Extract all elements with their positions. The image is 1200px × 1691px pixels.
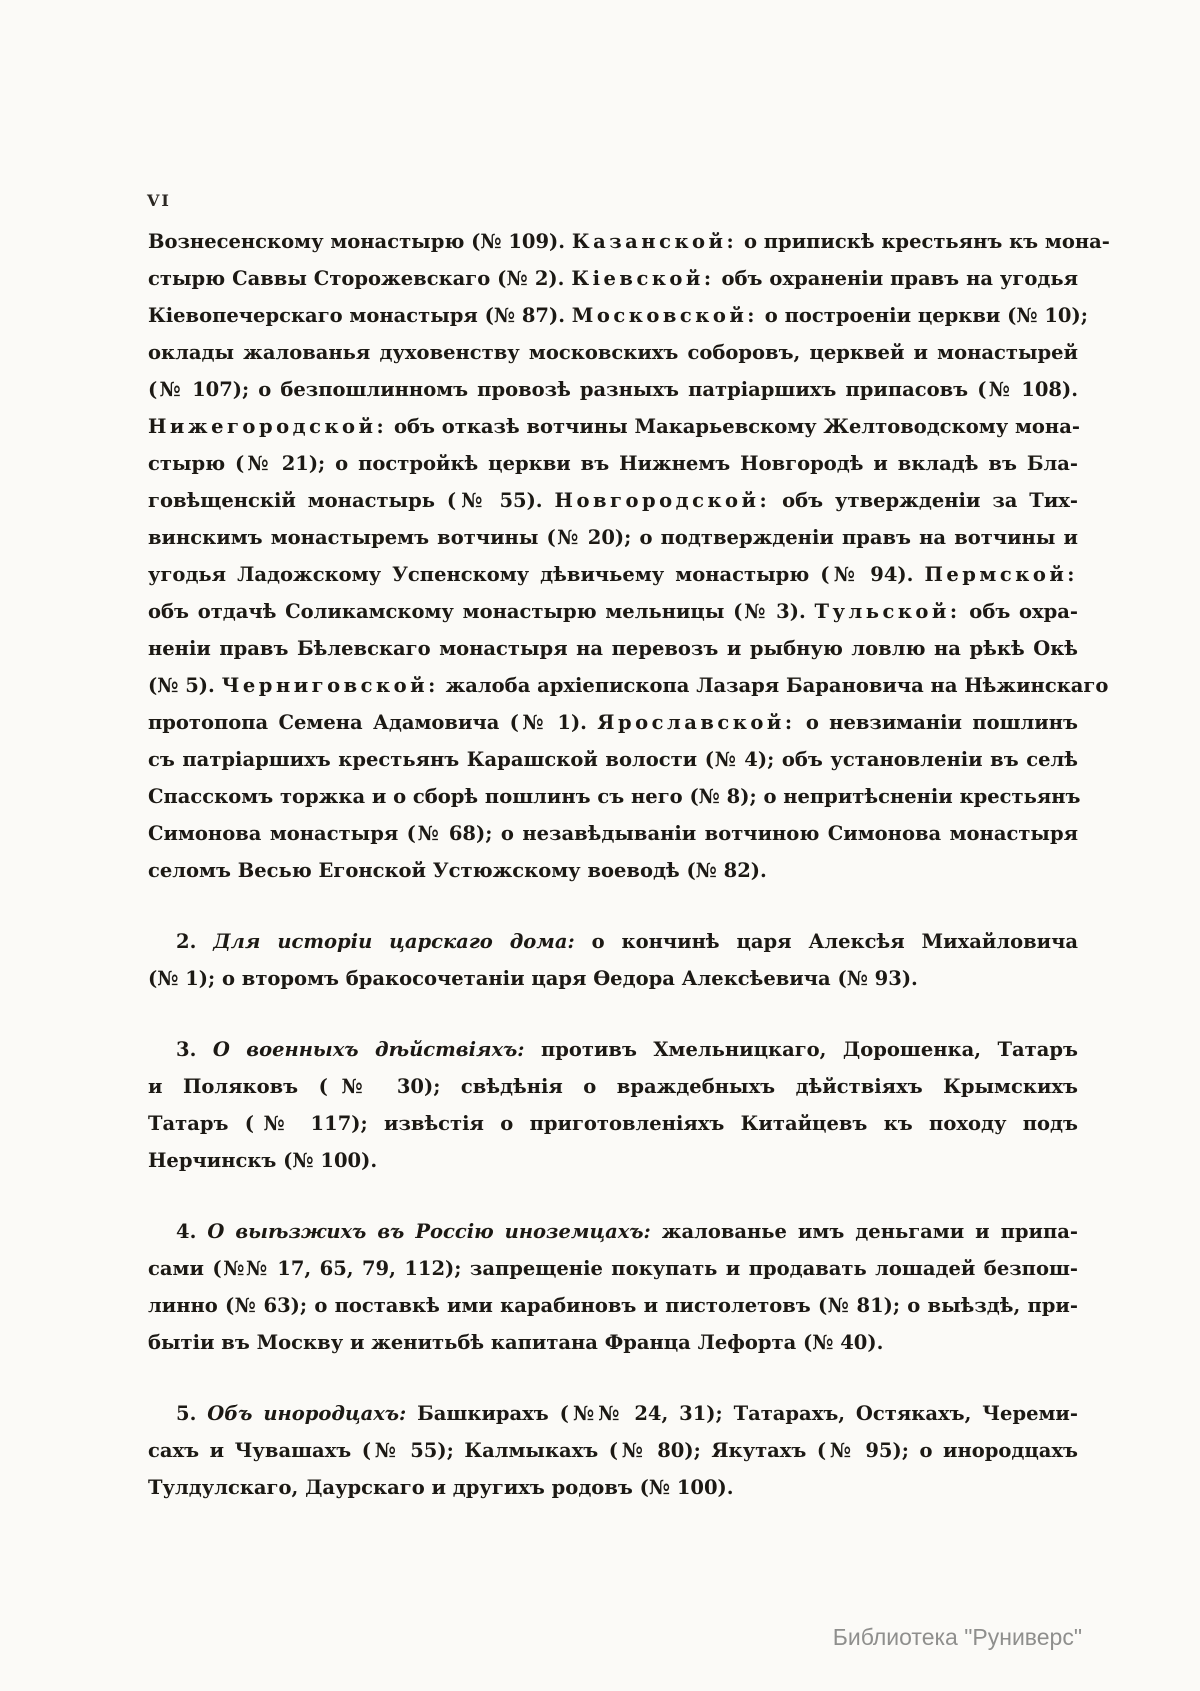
text-line: оклады жалованья духовенству московскихъ соборовъ, церквей и монастырей [148, 341, 1078, 364]
text-line: Спасскомъ торжка и о сборѣ пошлинъ съ него (№ 8); о непритѣсненіи крестьянъ [148, 785, 1081, 808]
text-line: 3. О военныхъ дѣйствіяхъ: противъ Хмельницкаго, Дорошенка, Татаръ [176, 1038, 1078, 1061]
text-line: линно (№ 63); о поставкѣ ими карабиновъ и пистолетовъ (№ 81); о выѣздѣ, при- [148, 1294, 1078, 1317]
paragraph-number: 3. [176, 1038, 197, 1061]
paragraph [148, 1031, 1078, 1179]
letterspaced-text: Черниговской: [221, 674, 439, 697]
text-line: (№ 107); о безпошлинномъ провозѣ разныхъ патріаршихъ припасовъ (№ 108). [148, 378, 1078, 401]
text-line: Нерчинскъ (№ 100). [148, 1149, 378, 1172]
text-line: 5. Объ инородцахъ: Башкирахъ (№№ 24, 31); Татарахъ, Остякахъ, Череми- [176, 1402, 1078, 1425]
paragraph-number: 2. [176, 930, 197, 953]
italic-heading: Объ инородцахъ: [207, 1402, 407, 1425]
text-line: селомъ Весью Егонской Устюжскому воеводѣ (№ 82). [148, 859, 767, 882]
text-line: объ отдачѣ Соликамскому монастырю мельницы (№ 3). Тульской: объ охра- [148, 600, 1079, 623]
text-line: сахъ и Чувашахъ (№ 55); Калмыкахъ (№ 80); Якутахъ (№ 95); о инородцахъ [148, 1439, 1078, 1462]
letterspaced-text: Нижегородской: [148, 415, 388, 438]
text-line: сами (№№ 17, 65, 79, 112); запрещеніе покупать и продавать лошадей безпош- [148, 1257, 1078, 1280]
text-line: стырю (№ 21); о постройкѣ церкви въ Нижнемъ Новгородѣ и вкладѣ въ Бла- [148, 452, 1078, 475]
text-line: съ патріаршихъ крестьянъ Карашской волости (№ 4); объ установленіи въ селѣ [148, 748, 1078, 771]
paragraph [148, 923, 1078, 997]
letterspaced-text: Ярославской: [597, 711, 796, 734]
letterspaced-text: Пермской: [924, 563, 1078, 586]
italic-heading: О выѣзжихъ въ Россію иноземцахъ: [207, 1220, 651, 1243]
text-line: Татаръ (№ 117); извѣстія о приготовленіяхъ Китайцевъ къ походу подъ [148, 1112, 1078, 1135]
paragraph-number: 5. [176, 1402, 197, 1425]
text-line: (№ 5). Черниговской: жалоба архіепископа Лазаря Барановича на Нѣжинскаго [148, 674, 1109, 697]
text-line: Вознесенскому монастырю (№ 109). Казанской: о припискѣ крестьянъ къ мона- [148, 230, 1110, 253]
text-line: бытіи въ Москву и женитьбѣ капитана Франца Лефорта (№ 40). [148, 1331, 884, 1354]
italic-heading: Для исторіи царскаго дома: [213, 930, 575, 953]
page-text [148, 223, 1110, 1506]
text-line: 2. Для исторіи царскаго дома: о кончинѣ царя Алексѣя Михайловича [176, 930, 1078, 953]
text-line: угодья Ладожскому Успенскому дѣвичьему монастырю (№ 94). Пермской: [148, 563, 1078, 586]
text-line: Кіевопечерскаго монастыря (№ 87). Московской: о построеніи церкви (№ 10); [148, 304, 1088, 327]
text-line: и Поляковъ (№ 30); свѣдѣнія о враждебныхъ дѣйствіяхъ Крымскихъ [148, 1075, 1078, 1098]
letterspaced-text: Московской: [571, 304, 759, 327]
letterspaced-text: Казанской: [571, 230, 738, 253]
library-watermark: Библиотека "Руниверс" [832, 1624, 1082, 1650]
paragraph [148, 223, 1110, 889]
letterspaced-text: Кіевской: [571, 267, 715, 290]
letterspaced-text: Новгородской: [554, 489, 771, 512]
page-number: VI [147, 191, 171, 210]
text-line: 4. О выѣзжихъ въ Россію иноземцахъ: жалованье имъ деньгами и припа- [176, 1220, 1079, 1243]
paragraph [148, 1213, 1078, 1361]
text-line: Симонова монастыря (№ 68); о незавѣдываніи вотчиною Симонова монастыря [148, 822, 1078, 845]
text-line: Нижегородской: объ отказѣ вотчины Макарьевскому Желтоводскому мона- [148, 415, 1080, 438]
text-line: говѣщенскій монастырь (№ 55). Новгородской: объ утвержденіи за Тих- [148, 489, 1078, 512]
italic-heading: О военныхъ дѣйствіяхъ: [212, 1038, 525, 1061]
text-line: протопопа Семена Адамовича (№ 1). Ярославской: о невзиманіи пошлинъ [148, 711, 1079, 734]
paragraph [148, 1395, 1078, 1506]
paragraph-number: 4. [176, 1220, 197, 1243]
letterspaced-text: Тульской: [814, 600, 961, 623]
text-line: (№ 1); о второмъ бракосочетаніи царя Ѳедора Алексѣевича (№ 93). [148, 967, 918, 990]
text-line: неніи правъ Бѣлевскаго монастыря на перевозъ и рыбную ловлю на рѣкѣ Окѣ [148, 637, 1078, 660]
text-line: винскимъ монастыремъ вотчины (№ 20); о подтвержденіи правъ на вотчины и [148, 526, 1078, 549]
text-line: Тулдулскаго, Даурскаго и другихъ родовъ (№ 100). [148, 1476, 734, 1499]
text-line: стырю Саввы Сторожевскаго (№ 2). Кіевской: объ охраненіи правъ на угодья [148, 267, 1078, 290]
